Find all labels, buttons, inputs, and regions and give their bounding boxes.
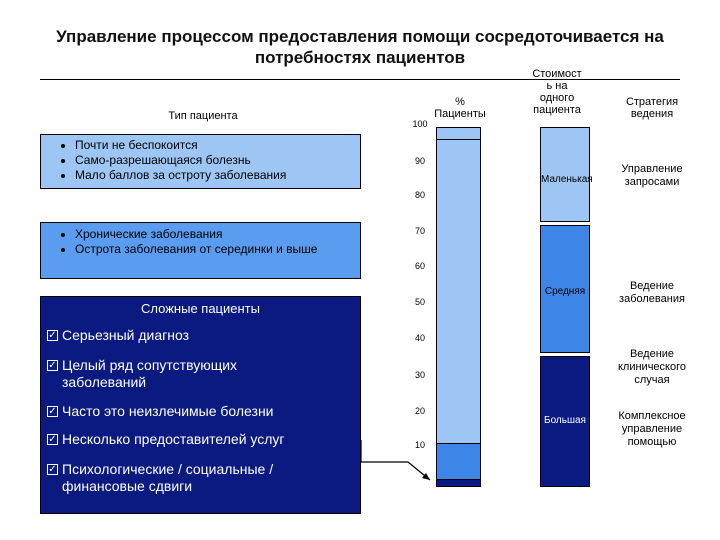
cost-column: [540, 127, 593, 487]
strategy-case-management: Ведение клинического случая: [617, 348, 686, 386]
checkbox-icon: ✓: [48, 330, 57, 341]
cost-label-large: Большая: [544, 415, 586, 426]
list-item: • Почти не беспокоится: [75, 138, 360, 153]
group-chronic-patients: [40, 222, 361, 279]
strategy-request-management: Управление запросами: [621, 163, 683, 188]
list-item-label: Часто это неизлечимые болезни: [62, 403, 274, 419]
axis-tick-label: 20: [414, 406, 425, 416]
list-item-label: Психологические / социальные / финансовые сдвиги: [62, 461, 274, 494]
percent-patients-bar: [436, 127, 481, 487]
group-complex-patients: [40, 296, 361, 514]
bar-segment-complex: [437, 479, 480, 486]
list-item-label: Несколько предоставителей услуг: [62, 431, 285, 447]
list-item-label: Целый ряд сопутствующих заболеваний: [62, 357, 238, 390]
cost-label-small: Маленькая: [541, 174, 593, 185]
list-item: • Острота заболевания от серединки и выше: [75, 242, 354, 257]
group-simple-patients: [40, 134, 361, 189]
list-item: [47, 461, 347, 495]
checkbox-icon: ✓: [48, 464, 57, 475]
list-item: [47, 403, 352, 420]
axis-tick-label: 80: [414, 190, 425, 200]
bar-segment-simple: [437, 139, 480, 443]
page-title: Управление процессом предоставления помощи сосредоточивается на потребностях пациентов: [56, 27, 664, 67]
bar-segment-chronic: [437, 443, 480, 479]
axis-tick-label: 40: [414, 333, 425, 343]
list-item: [47, 327, 347, 344]
group-chronic-list: [41, 227, 360, 257]
cost-segment-small: [540, 127, 593, 222]
header-percent-patients: % Пациенты: [434, 96, 486, 120]
checkbox-icon: ✓: [48, 406, 57, 417]
axis-tick-label: 10: [414, 440, 425, 450]
header-strategy: Стратегия ведения: [625, 96, 679, 120]
list-item: • Мало баллов за остроту заболевания: [75, 168, 360, 183]
cost-segment-medium: [540, 225, 590, 353]
list-item: [47, 431, 352, 448]
list-item: • Хронические заболевания: [75, 227, 354, 242]
axis-tick-label: 100: [412, 119, 428, 129]
list-item-label: Серьезный диагноз: [62, 327, 190, 343]
checkbox-icon: ✓: [48, 360, 57, 371]
strategy-complex-care-management: Комплексное управление помощью: [618, 410, 686, 448]
axis-tick-label: 60: [414, 261, 425, 271]
axis-tick-label: 50: [414, 297, 425, 307]
complex-patients-title: Сложные пациенты: [141, 301, 260, 316]
checkbox-icon: ✓: [48, 434, 57, 445]
list-item: • Само-разрешающаяся болезнь: [75, 153, 360, 168]
axis-tick-label: 70: [414, 226, 425, 236]
strategy-disease-management: Ведение заболевания: [619, 280, 685, 305]
cost-segment-large: [540, 356, 590, 487]
cost-label-medium: Средняя: [544, 286, 586, 297]
header-cost-per-patient: Стоимост ь на одного пациента: [532, 68, 582, 116]
axis-tick-label: 90: [414, 156, 425, 166]
axis-tick-label: 30: [414, 370, 425, 380]
arrow-icon: [360, 440, 440, 490]
list-item: [47, 357, 287, 391]
header-patient-type: Тип пациента: [168, 110, 238, 122]
group-simple-list: [41, 138, 360, 183]
